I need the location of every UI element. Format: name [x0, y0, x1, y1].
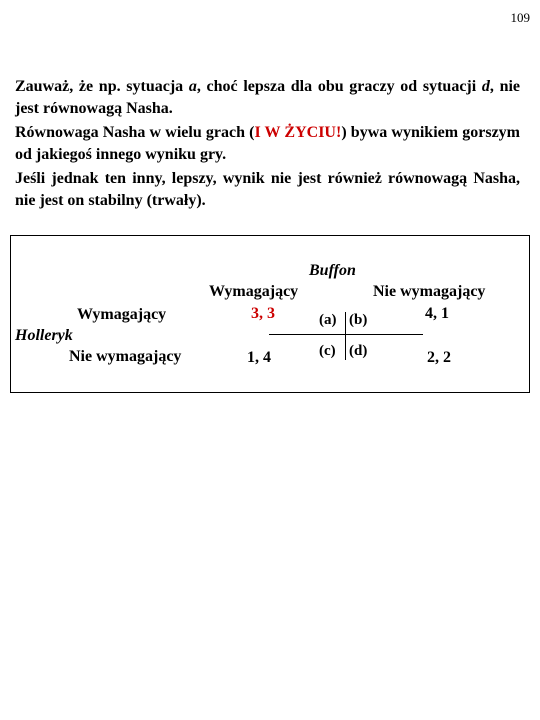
- paragraph-3: Jeśli jednak ten inny, lepszy, wynik nie jest również równowagą Nasha, nie jest on stabilny (trwały).: [15, 170, 520, 209]
- payoff-b: 4, 1: [425, 305, 449, 322]
- cell-label-a: (a): [319, 312, 337, 328]
- situation-a-ref: a: [188, 78, 197, 95]
- emphasis-in-life: I W ŻYCIU!: [254, 124, 342, 141]
- situation-d-ref: d: [481, 78, 490, 95]
- paragraph-2-part: Równowaga Nasha w wielu grach (: [15, 124, 255, 141]
- payoff-c: 1, 4: [247, 349, 271, 366]
- paragraph-2-part: ) bywa wynikiem gorszym od jakiegoś innego wyniku gry.: [15, 124, 520, 163]
- payoff-d: 2, 2: [427, 349, 451, 366]
- column-strategy-2-label: Nie wymagający: [373, 283, 486, 300]
- matrix-vertical-divider: [345, 312, 346, 360]
- payoff-a: 3, 3: [251, 305, 275, 322]
- column-player-name: Buffon: [309, 262, 356, 279]
- payoff-matrix-box: [10, 235, 530, 393]
- row-player-name: Holleryk: [15, 327, 73, 344]
- matrix-horizontal-divider: [269, 334, 423, 335]
- cell-label-b: (b): [349, 312, 368, 328]
- paragraph-1-part: , choć lepsza dla obu graczy od sytuacji: [196, 78, 482, 95]
- text-body: [15, 76, 520, 214]
- paragraph-1-part: Zauważ, że np. sytuacja: [15, 78, 189, 95]
- paragraph-1: [15, 76, 520, 120]
- paragraph-1-part: , nie jest równowagą Nasha.: [15, 78, 521, 117]
- row-strategy-1-label: Wymagający: [77, 306, 167, 323]
- cell-label-d: (d): [349, 343, 368, 359]
- paragraph-2: [15, 122, 520, 166]
- row-strategy-2-label: Nie wymagający: [69, 348, 182, 365]
- column-strategy-1-label: Wymagający: [209, 283, 299, 300]
- page-number: 109: [510, 10, 530, 25]
- cell-label-c: (c): [319, 343, 336, 359]
